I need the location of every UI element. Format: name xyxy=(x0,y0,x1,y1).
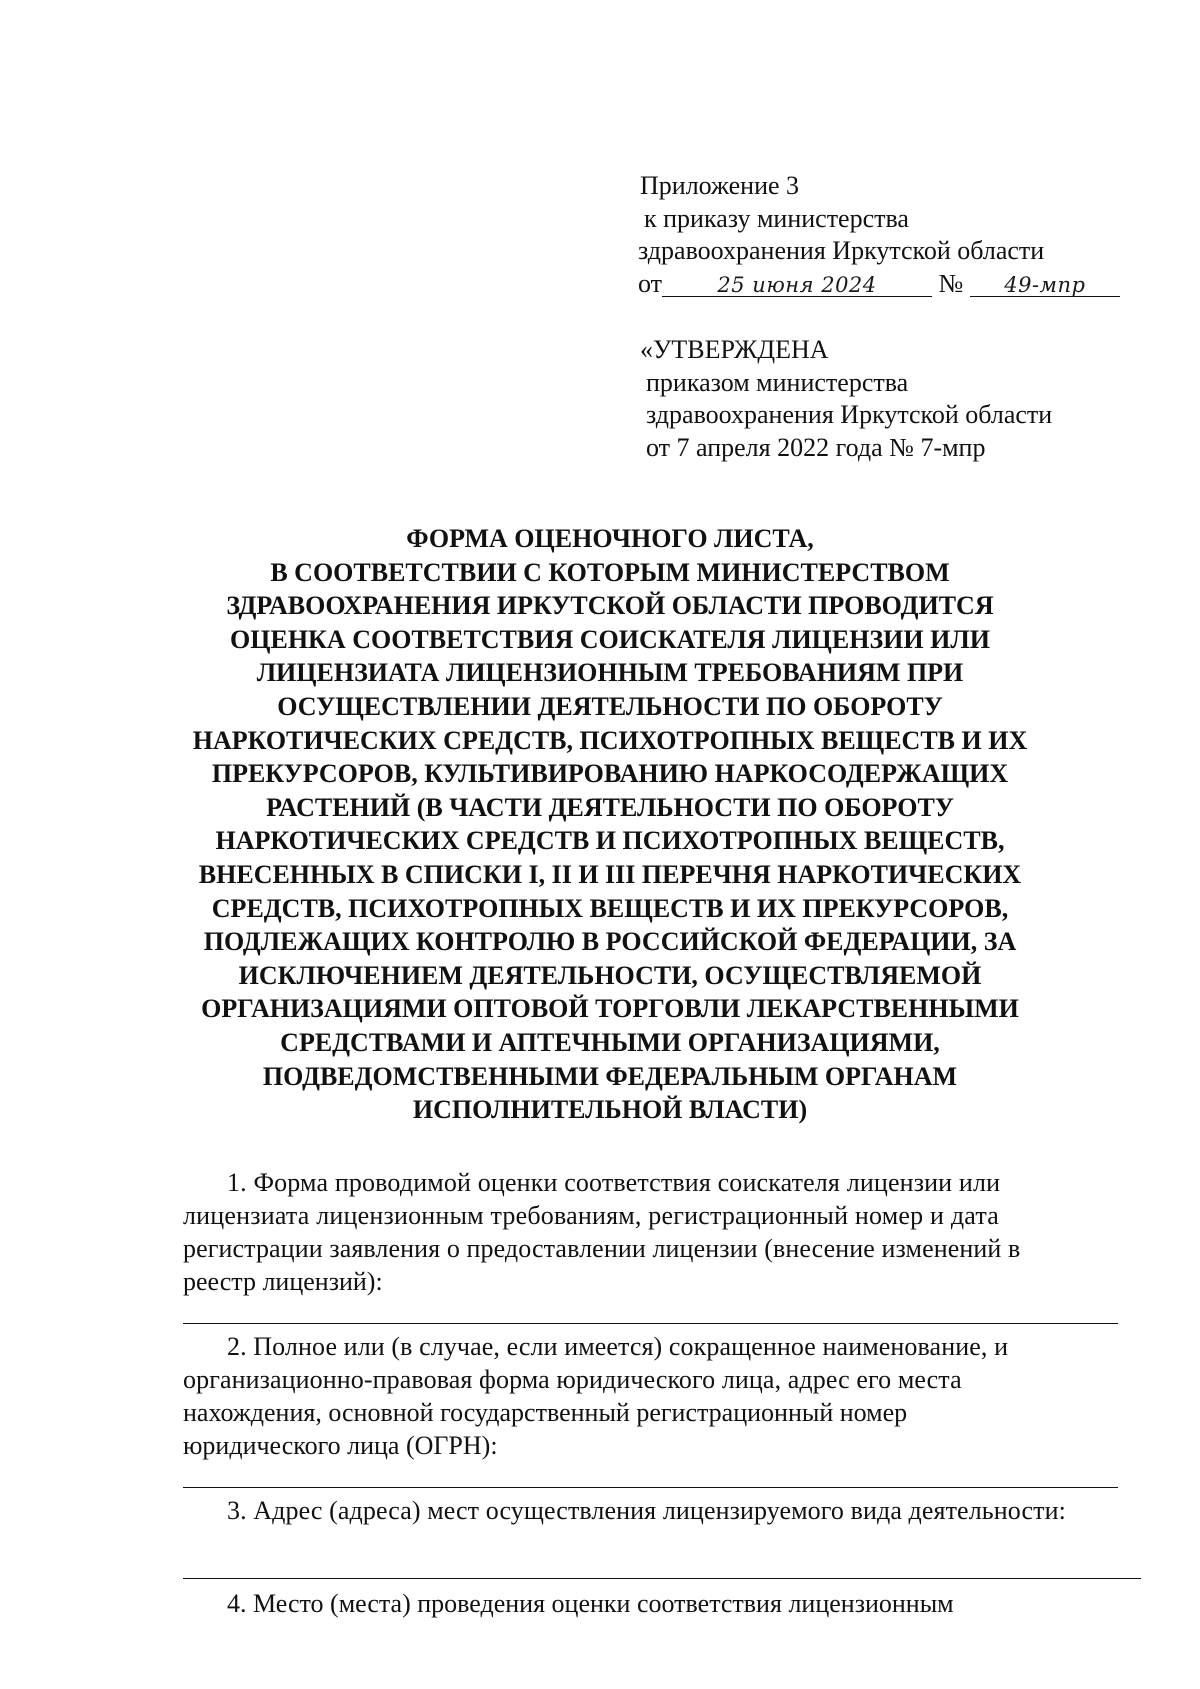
title-line: ЛИЦЕНЗИАТА ЛИЦЕНЗИОННЫМ ТРЕБОВАНИЯМ ПРИ xyxy=(256,658,964,688)
item-1-line-3: регистрации заявления о предоставлении лицензии (внесение изменений в xyxy=(183,1234,1021,1263)
item-4 xyxy=(183,1587,1141,1620)
title-line: ОЦЕНКА СООТВЕТСТВИЯ СОИСКАТЕЛЯ ЛИЦЕНЗИИ ИЛИ xyxy=(230,624,990,654)
number-sign: № xyxy=(938,268,964,298)
handwritten-number: 49-мпр xyxy=(970,274,1120,297)
word: оценки xyxy=(551,1589,631,1618)
word: номер xyxy=(839,1398,908,1427)
word: Место xyxy=(253,1589,324,1618)
item-2 xyxy=(183,1330,1141,1462)
approved-line-1: «УТВЕРЖДЕНА xyxy=(640,335,829,364)
title-line: В СООТВЕТСТВИИ С КОТОРЫМ МИНИСТЕРСТВОМ xyxy=(270,557,950,587)
item-3-line-1: 3. Адрес (адреса) мест осуществления лицензируемого вида деятельности: xyxy=(227,1496,1066,1525)
word: 4. xyxy=(227,1589,247,1618)
item-4-line-1 xyxy=(183,1587,1141,1620)
item-2-blank-line[interactable] xyxy=(183,1487,1118,1488)
date-prefix: от xyxy=(638,268,663,298)
item-3 xyxy=(183,1494,1141,1527)
title-line: РАСТЕНИЙ (В ЧАСТИ ДЕЯТЕЛЬНОСТИ ПО ОБОРОТУ xyxy=(266,792,954,822)
approved-line-2: приказом министерства xyxy=(646,367,909,397)
attachment-line-2: к приказу министерства xyxy=(644,203,909,233)
attachment-line-3: здравоохранения Иркутской области xyxy=(638,236,1045,265)
title-line: НАРКОТИЧЕСКИХ СРЕДСТВ И ПСИХОТРОПНЫХ ВЕЩЕСТВ, xyxy=(215,826,1005,856)
handwritten-date: 25 июня 2024 xyxy=(662,274,932,297)
item-1-line-2: лицензиата лицензионным требованиям, регистрационный номер и дата xyxy=(183,1201,999,1230)
item-2-label: юридического лица (ОГРН): xyxy=(183,1431,498,1460)
word: регистрационный xyxy=(636,1398,834,1427)
title-line: ЗДРАВООХРАНЕНИЯ ИРКУТСКОЙ ОБЛАСТИ ПРОВОДИТСЯ xyxy=(226,591,994,621)
title-line: ФОРМА ОЦЕНОЧНОГО ЛИСТА, xyxy=(406,524,814,553)
approved-line-4: от 7 апреля 2022 года № 7-мпр xyxy=(646,432,986,462)
word: государственный xyxy=(440,1398,630,1427)
title-line: ОСУЩЕСТВЛЕНИИ ДЕЯТЕЛЬНОСТИ ПО ОБОРОТУ xyxy=(277,691,943,721)
item-1-blank-line[interactable] xyxy=(183,1323,1118,1324)
item-1-line-4 xyxy=(183,1265,1118,1298)
word: (места) xyxy=(330,1589,411,1618)
title-line: СРЕДСТВ, ПСИХОТРОПНЫХ ВЕЩЕСТВ И ИХ ПРЕКУРСОРОВ, xyxy=(211,893,1009,923)
item-2-line-4 xyxy=(183,1429,1118,1462)
word: нахождения, xyxy=(183,1398,322,1427)
approved-block xyxy=(640,334,1052,464)
attachment-line-1: Приложение 3 xyxy=(640,171,800,200)
attachment-date-line xyxy=(638,268,1120,301)
word: проведения xyxy=(417,1589,546,1618)
title-line: ИСПОЛНИТЕЛЬНОЙ ВЛАСТИ) xyxy=(412,1095,808,1125)
attachment-header xyxy=(640,170,1120,300)
title-line: ПОДЛЕЖАЩИХ КОНТРОЛЮ В РОССИЙСКОЙ ФЕДЕРАЦИИ, ЗА xyxy=(203,927,1017,957)
document-title xyxy=(140,522,1080,1127)
item-3-blank-line[interactable] xyxy=(183,1578,1141,1579)
title-line: ПРЕКУРСОРОВ, КУЛЬТИВИРОВАНИЮ НАРКОСОДЕРЖАЩИХ xyxy=(211,759,1009,789)
word: основной xyxy=(328,1398,434,1427)
title-line: ИСКЛЮЧЕНИЕМ ДЕЯТЕЛЬНОСТИ, ОСУЩЕСТВЛЯЕМОЙ xyxy=(238,960,982,990)
item-1-label: реестр лицензий): xyxy=(183,1267,383,1296)
title-line: ПОДВЕДОМСТВЕННЫМИ ФЕДЕРАЛЬНЫМ ОРГАНАМ xyxy=(262,1061,958,1091)
word: лицензионным xyxy=(788,1589,954,1618)
title-line: СРЕДСТВАМИ И АПТЕЧНЫМИ ОРГАНИЗАЦИЯМИ, xyxy=(280,1027,940,1057)
item-2-line-3 xyxy=(183,1396,1141,1429)
title-line: ОРГАНИЗАЦИЯМИ ОПТОВОЙ ТОРГОВЛИ ЛЕКАРСТВЕННЫМИ xyxy=(201,994,1019,1024)
item-2-line-2: организационно-правовая форма юридического лица, адрес его места xyxy=(183,1365,962,1394)
item-1-line-1: 1. Форма проводимой оценки соответствия соискателя лицензии или xyxy=(227,1168,1001,1197)
title-line: НАРКОТИЧЕСКИХ СРЕДСТВ, ПСИХОТРОПНЫХ ВЕЩЕСТВ И ИХ xyxy=(192,725,1028,755)
title-line: ВНЕСЕННЫХ В СПИСКИ I, II И III ПЕРЕЧНЯ НАРКОТИЧЕСКИХ xyxy=(198,859,1022,889)
item-2-line-1: 2. Полное или (в случае, если имеется) сокращенное наименование, и xyxy=(227,1332,1009,1361)
approved-line-3: здравоохранения Иркутской области xyxy=(646,400,1053,429)
word: соответствия xyxy=(636,1589,782,1618)
item-1 xyxy=(183,1166,1141,1298)
